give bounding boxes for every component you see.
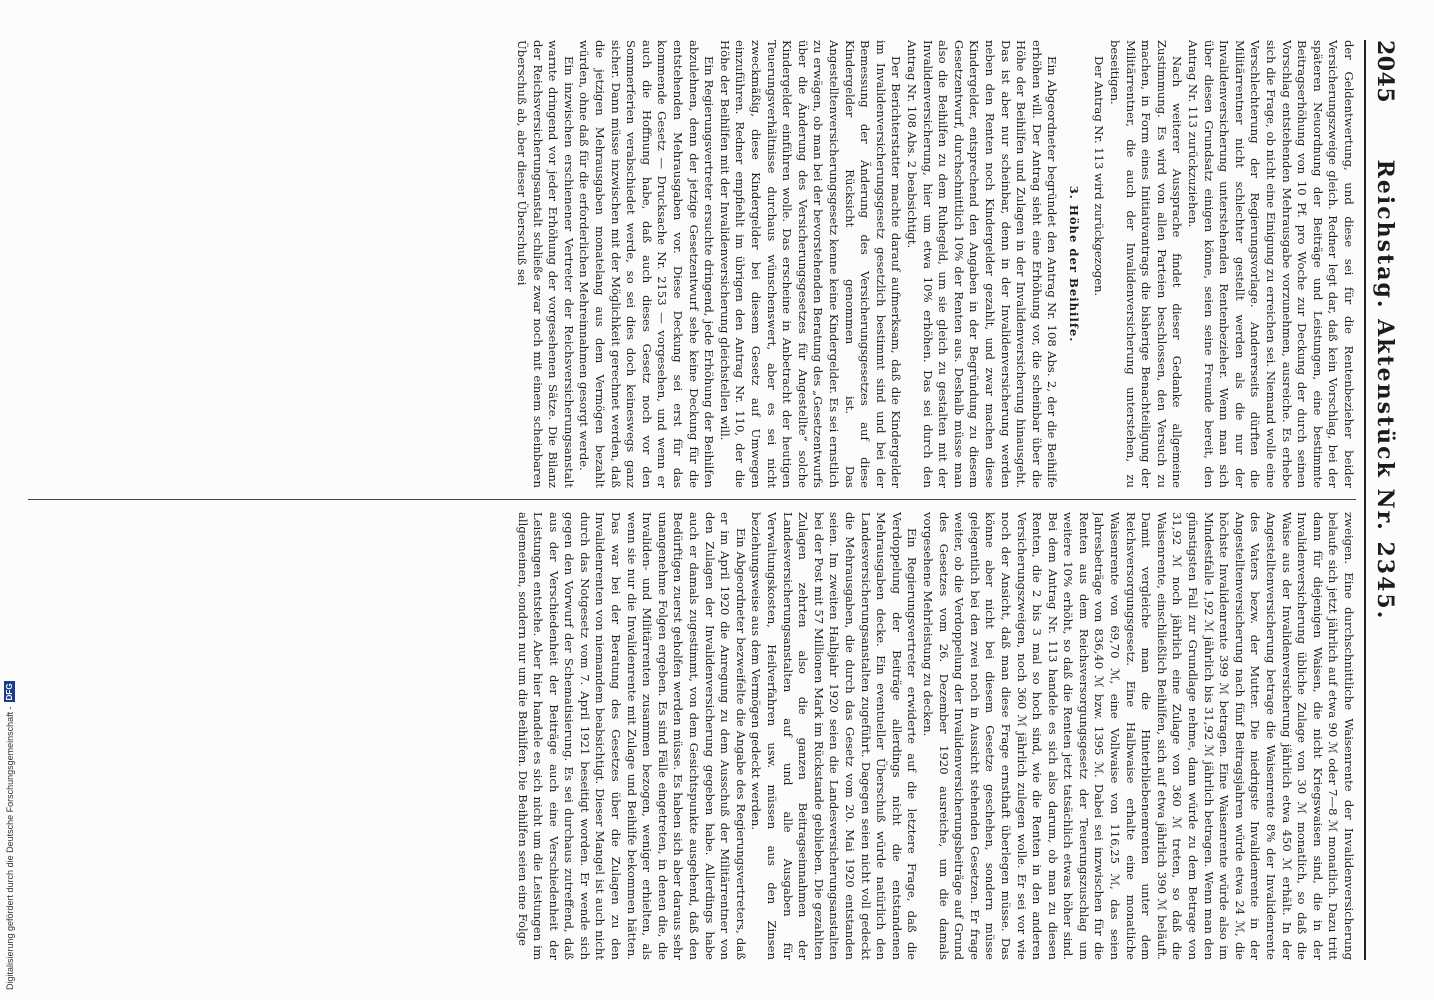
left-paragraph-6: Ein Regierungsvertreter ersuchte dringend, jede Erhöhung der Beihilfen abzulehnen, denn der jetzige Gesetzentwurf sehe keine Deckung für die entstehenden Mehrausgaben vor. Diese Deckung sei erst für das kommende Gesetz — Drucksache Nr. 2153 — vorgesehen, und wenn er auch die Hoffnung habe, daß auch dieses Gesetz noch vor den Sommerferien verabschiedet werde, so sei dies doch keineswegs ganz sicher. Dann müsse inzwischen mit der Möglichkeit gerechnet werden, daß die jetzigen Mehrausgaben monatelang aus dem Vermögen bezahlt würden, ohne daß für die erforderlichen Mehreinnahmen gesorgt werde. — [577, 40, 717, 488]
digitization-credit — [4, 681, 15, 990]
left-paragraph-1: der Geldentwertung, und diese sei für die Rentenbezieher beider Versicherungszweige gleich. Redner legt dar, daß kein Vorschlag, bei der späteren Neuordnung der Beiträge und Leistungen, eine bestimmte Beitragserhöhung von 10 Pf. pro Woche zur Deckung der durch seinen Vorschlag entstehenden Mehrausgabe vorzunehmen, ausreiche. Es erhebe sich die Frage, ob nicht eine Einigung zu erreichen sei. Niemand wolle eine Verschlechterung der Regierungsvorlage. Andererseits dürften die Militärrentner nicht schlechter gestellt werden als die nur der Invalidenversicherung unterstehenden Rentenbezieher. Wenn man sich über diesen Grundsatz einigen könne, seien seine Freunde bereit, den Antrag Nr. 113 zurückzuziehen. — [1186, 40, 1356, 488]
column-divider — [28, 499, 1356, 500]
dfg-logo-icon: DFG — [5, 683, 14, 701]
left-paragraph-3: Der Antrag Nr. 113 wird zurückgezogen. — [1092, 56, 1107, 297]
left-column — [26, 40, 1356, 488]
left-paragraph-7: Ein inzwischen erschienener Vertreter der Reichsversicherungsanstalt warnte dringend vor jeder Erhöhung der vorgesehenen Sätze. Die Bilanz der Reichsversicherungsanstalt schließe zwar noch mit einem scheinbaren Überschuß ab, aber dieser Überschuß sei — [515, 40, 576, 488]
left-paragraph-5: Der Berichterstatter machte darauf aufmerksam, daß die Kindergelder im Invalidenversicherungsgesetz gesetzlich bestimmt sind und bei der Bemessung der Änderung des Versicherungsgesetzes auf diese Kindergelder Rücksicht genommen ist. Das Angestelltenversicherungsgesetz kenne keine Kindergelder. Es sei ernstlich zu erwägen, ob man bei der bevorstehenden Beratung des „Gesetzentwurfs über die Änderung des Versicherungsgesetzes für Angestellte“ solche Kindergelder einführen wolle. Das erscheine in Anbetracht der heutigen Teuerungsverhältnisse durchaus wünschenswert, aber es sei nicht zweckmäßig, diese Kindergelder bei diesem Gesetz auf Umwegen einzuführen. Redner empfiehlt im übrigen den Antrag Nr. 110, der die Höhe der Beihilfen mit der Invalidenversicherung gleichstellen will. — [717, 40, 904, 488]
right-paragraph-3: Ein Abgeordneter bezweifelte die Angabe des Regierungsvertreters, daß er im April 1920 die Anregung zu dem Ausschuß der Militärrentner von den Zulagen der Invalidenversicherung gegeben habe. Allerdings habe auch er damals zugestimmt, von dem Gesichtspunkte ausgehend, daß den Bedürftigen zuerst geholfen werden müsse. Es haben sich aber daraus sehr unangenehme Folgen ergeben. Es sind Fälle eingetreten, in denen die, die Invaliden- und Militärrenten zusammen bezogen, weniger erhielten, als wenn sie nur die Invalidenrente mit Zulage und Beihilfe bekommen hätten. Das war bei der Beratung des Gesetzes über die Zulagen zu den Invalidenrenten von niemandem beabsichtigt. Dieser Mangel ist auch nicht durch das Notgesetz vom 7. April 1921 beseitigt worden. Er wende sich gegen den Vorwurf der Schematisierung. Es sei durchaus zutreffend, daß aus der Verschiedenheit der Beiträge auch eine Verschiedenheit der Leistungen entstehe. Aber hier handele es sich nicht um die Leistungen im allgemeinen, sondern nur um die Beihilfen. Die Beihilfen seien eine Folge — [515, 512, 748, 960]
page-number: 2045 — [1372, 40, 1398, 104]
credit-text: Digitalisierung gefördert durch die Deutsche Forschungsgemeinschaft - — [4, 706, 15, 990]
right-paragraph-2: Ein Regierungsvertreter erwiderte auf die letztere Frage, daß die Verdoppelung der Beiträge allerdings nicht die entstandenen Mehrausgaben decke. Ein eventueller Überschuß würde natürlich den Landesversicherungsanstalten zugeführt. Dagegen seien nicht voll gedeckt die Mehrausgaben, die durch das Gesetz vom 20. Mai 1920 entstanden seien. Im zweiten Halbjahr 1920 seien die Landesversicherungsanstalten bei der Post mit 57 Millionen Mark im Rückstande geblieben. Die gezahlten Zulagen zehrten also die ganzen Beitragseinnahmen der Landesversicherungsanstalten auf und alle Ausgaben für Verwaltungskosten, Heilverfahren usw. müssen aus den Zinsen beziehungsweise aus dem Vermögen gedeckt werden. — [749, 512, 920, 960]
section-heading: 3. Höhe der Beihilfe. — [1066, 185, 1081, 343]
header-rule — [1364, 40, 1366, 960]
left-paragraph-4: Ein Abgeordneter begründet den Antrag Nr. 108 Abs. 2, der die Beihilfe erhöhen will. Der Antrag sieht eine Erhöhung vor, die scheinbar über die Höhe der Beihilfen und Zulagen in der Invalidenversicherung hinausgeht. Das ist aber nur scheinbar, denn in der Invalidenversicherung werden neben den Renten noch Kindergelder gezahlt, und zwar machen diese Kindergelder, entsprechend den Angaben in der Begründung zu diesem Gesetzentwurf, durchschnittlich 10% der Renten aus. Deshalb müsse man also die Beihilfen zu dem Ruhegeld, um sie gleich zu gestalten mit der Invalidenversicherung, hier um etwa 10% erhöhen. Das sei durch den Antrag Nr. 108 Abs. 2 beabsichtigt. — [904, 40, 1060, 488]
left-paragraph-2: Nach weiterer Aussprache findet dieser Gedanke allgemeine Zustimmung. Es wird von allen Parteien beschlossen, den Versuch zu machen, in Form eines Initiativantrags die bisherige Benachteiligung der Militärrentner, die auch der Invalidenversicherung unterstehen, zu beseitigen. — [1108, 40, 1185, 488]
page-header — [1372, 40, 1412, 960]
right-column — [26, 512, 1356, 960]
right-paragraph-1: zweigen. Eine durchschnittliche Waisenrente der Invalidenversicherung belaufe sich jetzt jährlich auf etwa 90 ℳ oder 7—8 ℳ monatlich. Dazu tritt dann für diejenigen Waisen, die nicht Kriegswaisen sind, die in der Invalidenversicherung übliche Zulage von 30 ℳ monatlich, so daß die Waise aus der Invalidenversicherung jährlich etwa 450 ℳ erhält. In der Angestelltenversicherung betrage die Waisenrente 8% der Invalidenrente des Vaters bezw. der Mutter. Die niedrigste Invalidenrente in der Angestelltenversicherung nach fünf Beitragsjahren würde etwa 24 ℳ, die höchste Invalidenrente 399 ℳ betragen. Eine Waisenrente würde also im Mindestfalle 1,92 ℳ jährlich bis 31,92 ℳ jährlich betragen. Wenn man den günstigsten Fall zur Grundlage nehme, dann würde zu dem Betrage von 31,92 ℳ noch jährlich eine Zulage von 360 ℳ treten, so daß die Waisenrente, einschließlich Beihilfen, sich auf etwa jährlich 390 ℳ beläuft. Damit vergleiche man die Hinterbliebenenrenten unter dem Reichsversorgungsgesetz. Eine Halbwaise erhalte eine monatliche Waisenrente von 69,70 ℳ, eine Vollwaise von 116,25 ℳ, das seien Jahresbeträge von 836,40 ℳ bzw. 1395 ℳ. Dabei sei inzwischen für die Renten aus dem Reichsversorgungsgesetz der Teuerungszuschlag um weitere 10% erhöht, so daß die Renten jetzt tatsächlich etwas höher sind. Bei dem Antrag Nr. 113 handele es sich also darum, ob man zu diesen Renten, die 2 bis 3 mal so hoch sind, wie die Renten in den anderen Versicherungszweigen, noch 360 ℳ jährlich zulegen wolle. Er sei vor wie noch der Ansicht, daß man diese Frage ernsthaft überlegen müsse. Das könne aber nicht bei diesem Gesetze geschehen, sondern müsse gelegentlich bei den zwei noch in Aussicht stehenden Gesetzen. Er frage weiter, ob die Verdoppelung der Invalidenversicherungsbeiträge auf Grund des Gesetzes vom 26. Dezember 1920 ausreiche, um die damals vorgesehene Mehrleistung zu decken. — [920, 512, 1356, 960]
page-title: Reichstag. Aktenstück Nr. 2345. — [1372, 159, 1398, 621]
